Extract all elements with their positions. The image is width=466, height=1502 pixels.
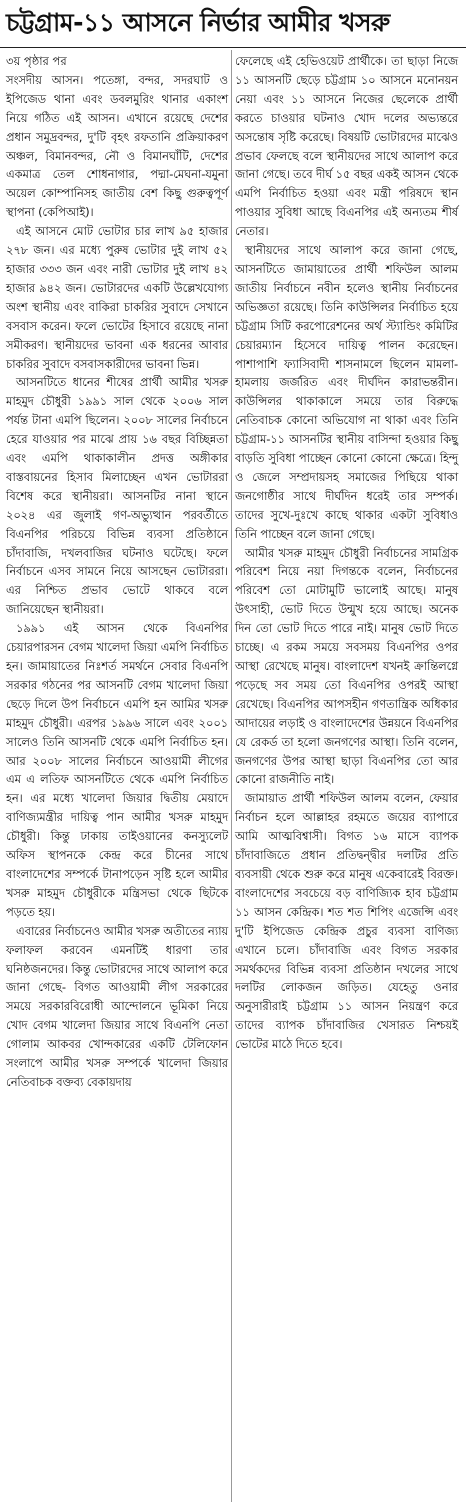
paragraph: সংসদীয় আসন। পতেঙ্গা, বন্দর, সদরঘাট ও ইপিজেড থানা এবং ডবলমুরিং থানার একাংশ নিয়ে গঠিত এই আসন। এখানে রয়েছে দেশের প্রধান সমুদ্রবন্দর, দু'টি বৃহৎ রফতানি প্রক্রিয়াকরণ অঞ্চল, বিমানবন্দর, নৌ ও বিমানঘাঁটি, দেশের একমাত্র তেল শোধনাগার, পদ্মা-মেঘনা-যমুনা অয়েল কোম্পানিসহ জাতীয় বেশ কিছু গুরুত্বপূর্ণ স্থাপনা (কেপিআই)। [6, 72, 228, 220]
paragraph: স্থানীয়দের সাথে আলাপ করে জানা গেছে, আসনটিতে জামায়াতের প্রার্থী শফিউল আলম জাতীয় নির্বাচনে নবীন হলেও স্থানীয় নির্বাচনের অভিজ্ঞতা রয়েছে। তিনি কাউন্সিলর নির্বাচিত হয়ে চট্টগ্রাম সিটি করপোরেশনের অর্থ স্ট্যান্ডিং কমিটির চেয়ারম্যান হিসেবে দায়িত্ব পালন করেছেন। পাশাপাশি ফ্যাসিবাদী শাসনামলে ছিলেন মামলা-হামলায় জর্জরিত এবং দীর্ঘদিন কারাভন্তরীন। কাউন্সিলর থাকাকালে সময়ে তার বিরুদ্ধে নেতিবাচক কোনো অভিযোগ না থাকা এবং তিনি চট্টগ্রাম-১১ আসনটির স্থানীয় বাসিন্দা হওয়ার কিছু বাড়তি সুবিধা পাচ্ছেন কোনো কোনো ক্ষেত্রে। হিন্দু ও জেলে সম্প্রদায়সহ সমাজের পিছিয়ে থাকা জনগোষ্ঠীর সাথে দীর্ঘদিন ধরেই তার সম্পর্ক। তাদের সুখে-দুঃখে কাছে থাকার একটা সুবিধাও তিনি পাচ্ছেন বলে জানা গেছে। [235, 243, 458, 541]
paragraph: ফেলেছে এই হেভিওয়েট প্রার্থীকে। তা ছাড়া নিজে ১১ আসনটি ছেড়ে চট্টগ্রাম ১০ আসনে মনোনয়ন নেয়া এবং ১১ আসনে নিজের ছেলেকে প্রার্থী করতে চাওয়ার ঘটনাও খোদ দলের অভ্যন্তরে অসন্তোষ সৃষ্টি করেছে। বিষয়টি ভোটারদের মাঝেও প্রভাব ফেলছে বলে স্থানীয়দের সাথে আলাপ করে জানা গেছে। তবে দীর্ঘ ১৫ বছর একই আসন থেকে এমপি নির্বাচিত হওয়া এবং মন্ত্রী পরিষদে স্থান পাওয়ার সুবিধা আছে বিএনপির এই অন্যতম শীর্ষ নেতার। [235, 54, 458, 239]
paragraph: জামায়াত প্রার্থী শফিউল আলম বলেন, ফেয়ার নির্বাচন হলে আল্লাহর রহমতে জয়ের ব্যাপারে আমি আত্মবিশ্বাসী। বিগত ১৬ মাসে ব্যাপক চাঁদাবাজিতে প্রধান প্রতিদ্বন্দ্বীর দলটির প্রতি ব্যবসায়ী থেকে শুরু করে মানুষ একেবারেই বিরক্ত। বাংলাদেশের সবচেয়ে বড় বাণিজ্যিক হাব চট্টগ্রাম ১১ আসন কেন্দ্রিক। শত শত শিপিং এজেন্সি এবং দু'টি ইপিজেড কেন্দ্রিক প্রচুর ব্যবসা বাণিজ্য এখানে চলে। চাঁদাবাজি এবং বিগত সরকার সমর্থকদের বিভিন্ন ব্যবসা প্রতিষ্ঠান দখলের সাথে দলটির লোকজন জড়িত। যেহেতু ওনার অনুসারীরাই চট্টগ্রাম ১১ আসন নিয়ন্ত্রণ করে তাদের ব্যাপক চাঁদাবাজির খেসারত নিশ্চয়ই ভোটের মাঠে দিতে হবে। [235, 791, 458, 1052]
paragraph: এই আসনে মোট ভোটার চার লাখ ৯৫ হাজার ২৭৮ জন। এর মধ্যে পুরুষ ভোটার দুই লাখ ৫২ হাজার ৩৩৩ জন এবং নারী ভোটার দুই লাখ ৪২ হাজার ৯৪২ জন। ভোটারদের একটি উল্লেখযোগ্য অংশ স্থানীয় এবং বাকিরা চাকরির সুবাদে সেখানে বসবাস করেন। ফলে ভোটের হিসাবে রয়েছে নানা সমীকরণ। স্থানীয়দের ভাবনা এক ধরনের আবার চাকরির সুবাদে বসবাসকারীদের ভাবনা ভিন্ন। [6, 224, 228, 371]
left-column [3, 50, 232, 1502]
paragraph: এবারের নির্বাচনেও আমীর খসরু অতীতের ন্যায় ফলাফল করবেন এমনটিই ধারণা তার ঘনিষ্ঠজনদের। কিন্তু ভোটারদের সাথে আলাপ করে জানা গেছে- বিগত আওয়ামী লীগ সরকারের সময়ে সরকারবিরোধী আন্দোলনে ভূমিকা নিয়ে খোদ বেগম খালেদা জিয়ার সাথে বিএনপি নেতা গোলাম আকবর খোন্দকারের একটি টেলিফোন সংলাপে আমীর খসরু সম্পর্কে খালেদা জিয়ার নেতিবাচক বক্তব্য বেকায়দায় [6, 923, 228, 1089]
paragraph: আসনটিতে ধানের শীষের প্রার্থী আমীর খসরু মাহমুদ চৌধুরী ১৯৯১ সাল থেকে ২০০৬ সাল পর্যন্ত টানা এমপি ছিলেন। ২০০৮ সালের নির্বাচনে হেরে যাওয়ার পর মাঝে প্রায় ১৬ বছর বিচ্ছিন্নতা এবং এমপি থাকাকালীন প্রদত্ত অঙ্গীকার বাস্তবায়নের হিসাব মিলাচ্ছেন এখন ভোটাররা বিশেষ করে স্থানীয়রা। আসনটির নানা স্থানে ২০২৪ এর জুলাই গণ-অভ্যুত্থান পরবর্তীতে বিএনপির পরিচয়ে বিভিন্ন ব্যবসা প্রতিষ্ঠানে চাঁদাবাজি, দখলবাজির ঘটনাও ঘটেছে। ফলে নির্বাচনে এসব সামনে নিয়ে আসছেন ভোটাররা। এর নিশ্চিত প্রভাব ভোটে থাকবে বলে জানিয়েছেন স্থানীয়রা। [6, 375, 228, 617]
article-body [0, 50, 466, 1502]
paragraph: আমীর খসরু মাহমুদ চৌধুরী নির্বাচনের সামগ্রিক পরিবেশ নিয়ে নয়া দিগন্তকে বলেন, নির্বাচনের পরিবেশ তো মোটামুটি ভালোই আছে। মানুষ উৎসাহী, ভোট দিতে উন্মুখ হয়ে আছে। অনেক দিন তো ভোট দিতে পারে নাই। মানুষ ভোট দিতে চাচ্ছে। এ রকম সময়ে সবসময় বিএনপির ওপর আস্থা রেখেছে মানুষ। বাংলাদেশ যখনই ক্রান্তিলগ্নে পড়েছে সব সময় তো বিএনপির ওপরই আস্থা রেখেছে। বিএনপির আপসহীন গণতান্ত্রিক অধিকার আদায়ের লড়াই ও বাংলাদেশের উন্নয়নে বিএনপির যে রেকর্ড তা হলো জনগণের আস্থা। তিনি বলেন, জনগণের উপর আস্থা ছাড়া বিএনপির তো আর কোনো রাজনীতি নাই। [235, 545, 458, 787]
headline: চট্টগ্রাম-১১ আসনে নির্ভার আমীর খসরু [0, 0, 466, 48]
jump-note: ৩য় পৃষ্ঠার পর [6, 54, 67, 68]
paragraph: ১৯৯১ এই আসন থেকে বিএনপির চেয়ারপারসন বেগম খালেদা জিয়া এমপি নির্বাচিত হন। জামায়াতের নিঃশর্ত সমর্থনে সেবার বিএনপি সরকার গঠনের পর আসনটি বেগম খালেদা জিয়া ছেড়ে দিলে উপ নির্বাচনে এমপি হন আমির খসরু মাহমুদ চৌধুরী। এরপর ১৯৯৬ সালে এবং ২০০১ সালেও তিনি আসনটি থেকে এমপি নির্বাচিত হন। আর ২০০৮ সালের নির্বাচনে আওয়ামী লীগের এম এ লতিফ আসনটিতে থেকে এমপি নির্বাচিত হন। এর মধ্যে খালেদা জিয়ার দ্বিতীয় মেয়াদে বাণিজ্যমন্ত্রীর দায়িত্ব পান আমীর খসরু মাহমুদ চৌধুরী। কিন্তু ঢাকায় তাইওয়ানের কনস্যুলেট অফিস স্থাপনকে কেন্দ্র করে চীনের সাথে বাংলাদেশের সম্পর্কে টানাপড়েন সৃষ্টি হলে আমীর খসরু মাহমুদ চৌধুরীকে মন্ত্রিসভা থেকে ছিটকে পড়তে হয়। [6, 621, 228, 919]
right-column [232, 50, 461, 1502]
